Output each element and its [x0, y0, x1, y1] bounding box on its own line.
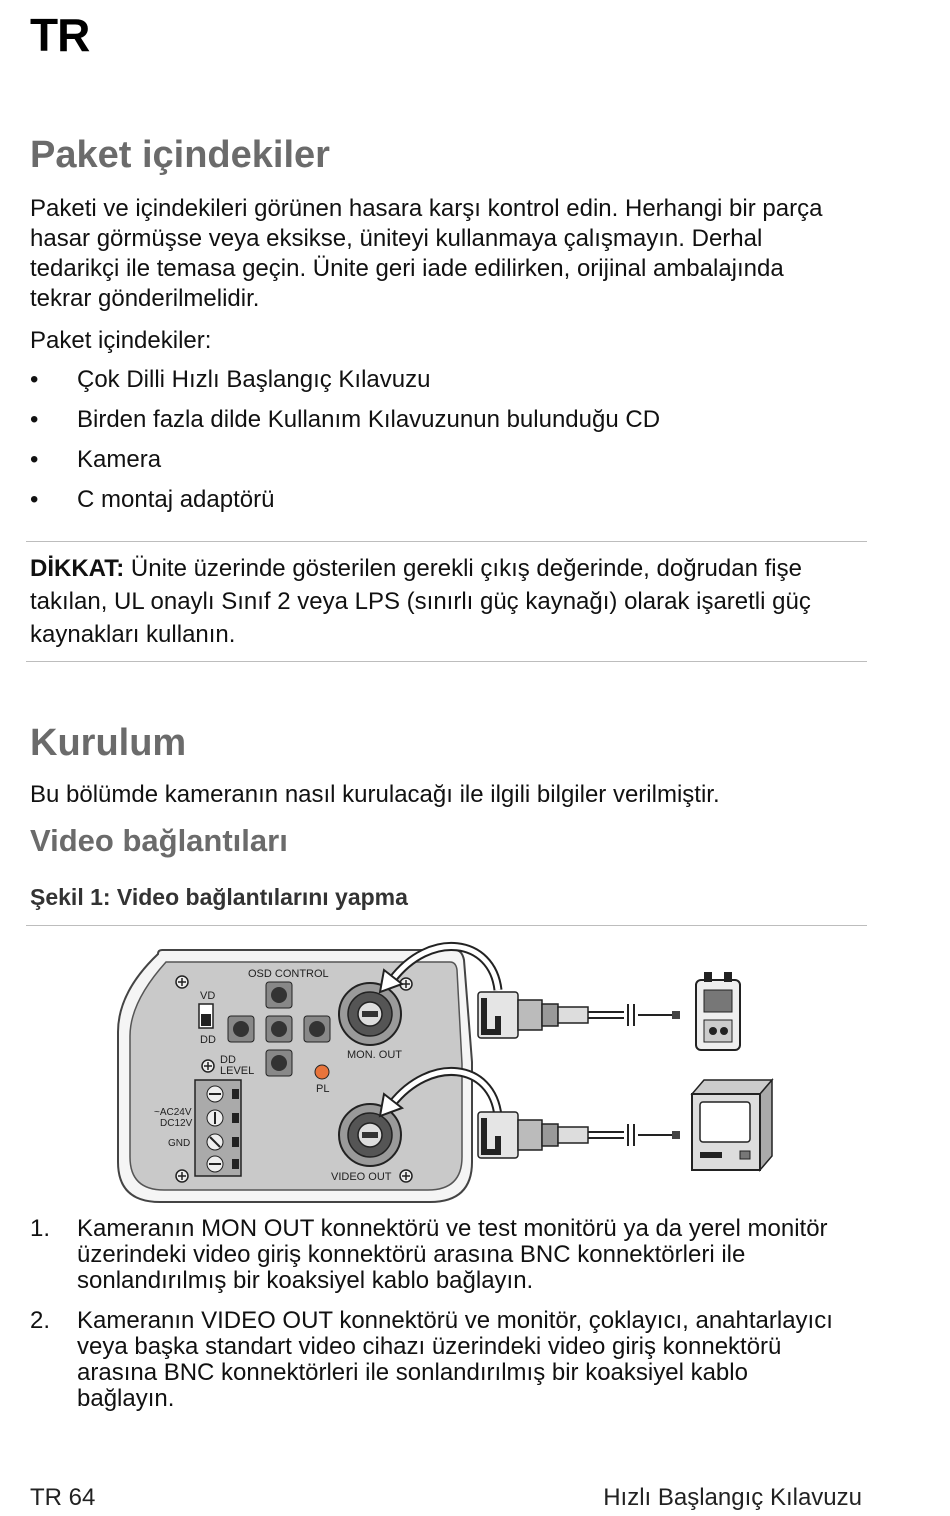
- test-monitor-icon: [696, 972, 740, 1050]
- language-code: TR: [30, 9, 90, 61]
- video-connection-diagram: [100, 932, 790, 1212]
- package-contents-label: Paket içindekiler:: [30, 327, 212, 354]
- screw-icon: [202, 1060, 214, 1072]
- screw-icon: [400, 1170, 412, 1182]
- caution-note: [30, 552, 860, 651]
- caution-text: Ünite üzerinde gösterilen gerekli çıkış değerinde, doğrudan fişe takılan, UL onaylı Sınıf 2 veya LPS (sınırlı güç kaynağı) olarak işaretli güç kaynakları kullanın.: [30, 555, 811, 648]
- vd-dd-switch: [199, 1004, 213, 1028]
- vd-label: VD: [200, 990, 216, 1002]
- mon-out-label: MON. OUT: [347, 1049, 402, 1061]
- list-item: • Birden fazla dilde Kullanım Kılavuzunun bulunduğu CD: [30, 404, 660, 444]
- ac24-label: ~AC24V: [154, 1107, 192, 1118]
- figure-caption: Şekil 1: Video bağlantılarını yapma: [30, 884, 408, 910]
- section-title-installation: Kurulum: [30, 722, 187, 764]
- osd-button-right: [304, 1016, 330, 1042]
- page-number: TR 64: [30, 1484, 96, 1511]
- package-contents-list: [30, 364, 660, 524]
- osd-button-center: [266, 1016, 292, 1042]
- video-out-bnc-connector: [339, 1104, 401, 1166]
- video-out-label: VIDEO OUT: [331, 1171, 392, 1183]
- divider: [26, 661, 867, 662]
- bnc-cable-plug: [478, 992, 680, 1038]
- osd-button-up: [266, 982, 292, 1008]
- screw-icon: [176, 976, 188, 988]
- power-led: [315, 1065, 329, 1079]
- step-number: 1.: [30, 1215, 51, 1242]
- subsection-title-video-connections: Video bağlantıları: [30, 823, 288, 858]
- mon-out-bnc-connector: [339, 983, 401, 1045]
- caution-label: DİKKAT:: [30, 555, 125, 582]
- pl-label: PL: [316, 1083, 330, 1095]
- dd-level-label: DD: [220, 1054, 236, 1066]
- installation-steps: [30, 1216, 850, 1426]
- document-title-footer: Hızlı Başlangıç Kılavuzu: [603, 1484, 862, 1511]
- dd-label: DD: [200, 1034, 216, 1046]
- divider: [26, 925, 867, 926]
- installation-intro: Bu bölümde kameranın nasıl kurulacağı ile ilgili bilgiler verilmiştir.: [30, 781, 720, 808]
- list-item: • C montaj adaptörü: [30, 484, 660, 524]
- crt-monitor-icon: [692, 1080, 772, 1170]
- osd-button-down: [266, 1050, 292, 1076]
- list-item: [30, 1216, 850, 1294]
- power-terminal-block: [195, 1080, 241, 1176]
- list-item: [30, 1308, 850, 1412]
- list-item: • Çok Dilli Hızlı Başlangıç Kılavuzu: [30, 364, 660, 404]
- osd-control-label: OSD CONTROL: [248, 968, 329, 980]
- step-text: Kameranın VIDEO OUT konnektörü ve monitör, çoklayıcı, anahtarlayıcı veya başka standart video cihazı üzerindeki video giriş konnektörü arasına BNC konnektörleri ile sonlandırılmış bir koaksiyel kablo bağlayın.: [77, 1307, 833, 1412]
- step-text: Kameranın MON OUT konnektörü ve test monitörü ya da yerel monitör üzerindeki video giriş konnektörü arasına BNC konnektörleri ile sonlandırılmış bir koaksiyel kablo bağlayın.: [77, 1215, 828, 1294]
- step-number: 2.: [30, 1307, 51, 1334]
- divider: [26, 541, 867, 542]
- osd-button-left: [228, 1016, 254, 1042]
- dd-level-label-2: LEVEL: [220, 1065, 255, 1077]
- package-check-paragraph: Paketi ve içindekileri görünen hasara karşı kontrol edin. Herhangi bir parça hasar görmüşse veya eksikse, üniteyi kullanmaya çalışmayın. Derhal tedarikçi ile temasa geçin. Ünite geri iade edilirken, orijinal ambalajında tekrar gönderilmelidir.: [30, 195, 823, 312]
- section-title-package-contents: Paket içindekiler: [30, 134, 330, 176]
- bnc-cable-plug: [478, 1112, 680, 1158]
- screw-icon: [176, 1170, 188, 1182]
- list-item: • Kamera: [30, 444, 660, 484]
- dc12-label: DC12V: [160, 1118, 193, 1129]
- gnd-label: GND: [168, 1138, 191, 1149]
